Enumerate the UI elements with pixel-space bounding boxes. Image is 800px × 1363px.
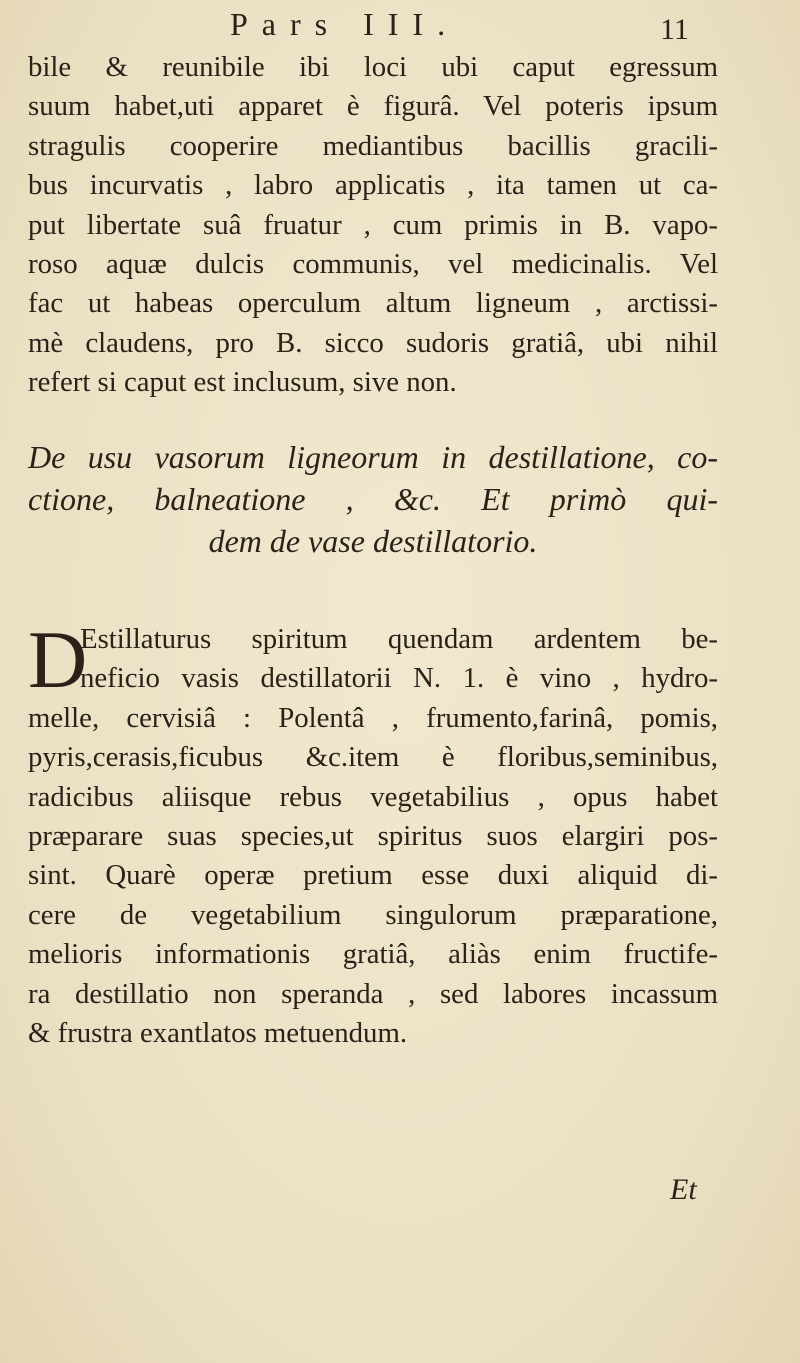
text-line: fac ut habeas operculum altum ligneum , arctissi- [28,287,718,320]
heading-line: ctione, balneatione , &c. Et primò qui- [28,481,718,517]
drop-cap: D [28,614,88,705]
page-number: 11 [660,13,689,46]
text-line: pyris,cerasis,ficubus &c.item è floribus,seminibus, [28,741,718,774]
text-line: roso aquæ dulcis communis, vel medicinalis. Vel [28,247,718,280]
running-title: Pars III. [230,6,460,42]
text-line: melioris informationis gratiâ, aliàs enim fructife- [28,938,718,971]
paragraph-main [28,614,718,1053]
text-line: & frustra exantlatos metuendum. [28,1016,408,1049]
text-line: put libertate suâ fruatur , cum primis in B. vapo- [28,208,718,241]
text-line: ra destillatio non speranda , sed labores incassum [28,977,718,1010]
running-head [0,4,800,44]
text-line: neficio vasis destillatorii N. 1. è vino , hydro- [80,662,718,695]
heading-line: dem de vase destillatorio. [208,523,538,559]
text-line: radicibus aliisque rebus vegetabilius , opus habet [28,780,718,813]
text-line: præparare suas species,ut spiritus suos elargiri pos- [28,819,718,852]
text-line: suum habet,uti apparet è figurâ. Vel poteris ipsum [28,90,718,123]
text-line: stragulis cooperire mediantibus bacillis gracili- [28,129,718,162]
text-line: refert si caput est inclusum, sive non. [28,366,457,399]
text-line: Estillaturus spiritum quendam ardentem be- [80,623,718,655]
text-line: sint. Quarè operæ pretium esse duxi aliquid di- [28,859,718,892]
catchword: Et [670,1173,697,1206]
text-line: cere de vegetabilium singulorum præparatione, [28,898,718,931]
text-line: bile & reunibile ibi loci ubi caput egressum [28,51,718,83]
text-line: melle, cervisiâ : Polentâ , frumento,farinâ, pomis, [28,701,718,734]
text-line: mè claudens, pro B. sicco sudoris gratiâ, ubi nihil [28,326,718,359]
heading-line: De usu vasorum ligneorum in destillatione, co- [28,439,718,475]
section-heading [28,436,718,562]
text-line: bus incurvatis , labro applicatis , ita tamen ut ca- [28,169,718,202]
paragraph-continued [28,48,718,403]
